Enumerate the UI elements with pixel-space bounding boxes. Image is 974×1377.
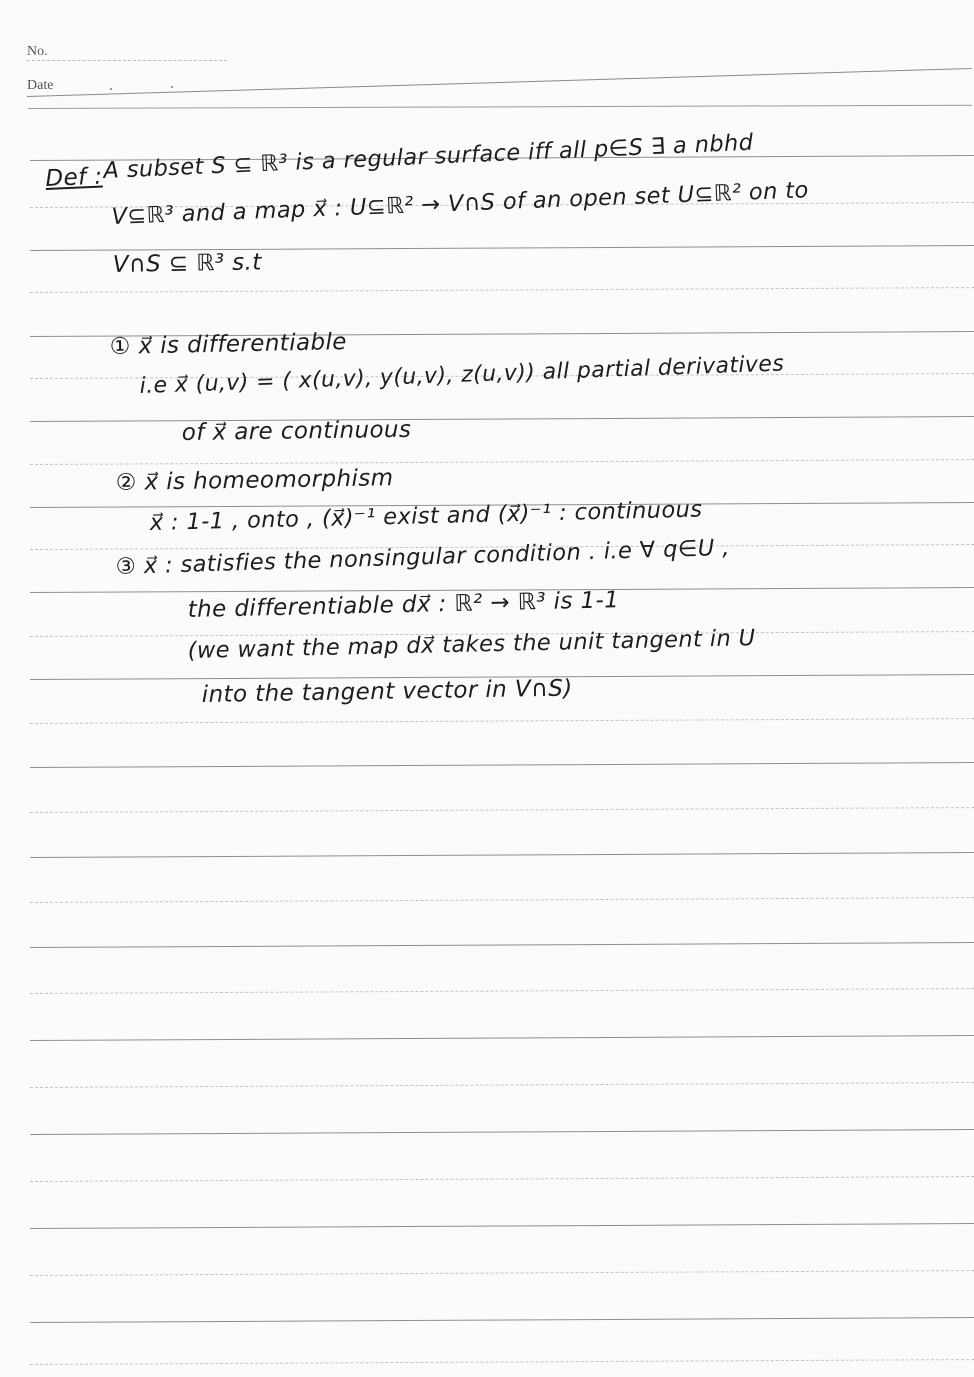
- condition-2-line-2: x⃗ : 1-1 , onto , (x⃗)⁻¹ exist and (x⃗)⁻¹ : continuous: [149, 496, 703, 536]
- ruled-line: [30, 897, 974, 903]
- definition-line-2: V⊆ℝ³ and a map x⃗ : U⊆ℝ² → V∩S of an open set U⊆ℝ² on to: [111, 177, 810, 230]
- ruled-line: [30, 287, 974, 293]
- condition-2-line-1: ② x⃗ is homeomorphism: [115, 465, 394, 496]
- ruled-line: [30, 1317, 974, 1323]
- condition-3-line-1: ③ x⃗ : satisfies the nonsingular condition . i.e ∀ q∈U ,: [115, 534, 731, 580]
- ruled-line: [30, 988, 974, 994]
- top-rule: [28, 105, 972, 109]
- ruled-line: [30, 1176, 974, 1182]
- ruled-line: [30, 718, 974, 724]
- date-dot: [171, 86, 173, 88]
- ruled-line: [30, 1223, 974, 1229]
- date-field-line: [27, 68, 972, 97]
- ruled-line: [30, 852, 974, 858]
- ruled-line: [30, 762, 974, 768]
- ruled-line: [30, 1129, 974, 1135]
- ruled-line: [30, 1082, 974, 1088]
- condition-3-line-2: the differentiable dx⃗ : ℝ² → ℝ³ is 1-1: [187, 587, 620, 623]
- no-field-line: [27, 60, 227, 61]
- no-label: No.: [27, 44, 48, 59]
- condition-3-line-4: into the tangent vector in V∩S): [201, 675, 573, 708]
- ruled-line: [30, 1035, 974, 1041]
- definition-line-1: A subset S ⊆ ℝ³ is a regular surface iff all p∈S ∃ a nbhd: [102, 129, 754, 184]
- ruled-line: [30, 416, 974, 422]
- condition-1-line-1: ① x⃗ is differentiable: [109, 329, 348, 360]
- date-dot: [110, 88, 112, 90]
- ruled-line: [30, 459, 974, 465]
- ruled-line: [30, 942, 974, 948]
- ruled-line: [30, 1359, 974, 1365]
- condition-1-line-2: i.e x⃗ (u,v) = ( x(u,v), y(u,v), z(u,v)) all partial derivatives: [139, 351, 785, 399]
- condition-3-line-3: (we want the map dx⃗ takes the unit tangent in U: [187, 625, 756, 664]
- condition-1-line-3: of x⃗ are continuous: [181, 416, 412, 446]
- definition-label: Def :: [44, 163, 104, 192]
- date-label: Date: [27, 78, 54, 93]
- definition-line-3: V∩S ⊆ ℝ³ s.t: [112, 249, 262, 278]
- ruled-line: [30, 1270, 974, 1276]
- ruled-line: [30, 807, 974, 813]
